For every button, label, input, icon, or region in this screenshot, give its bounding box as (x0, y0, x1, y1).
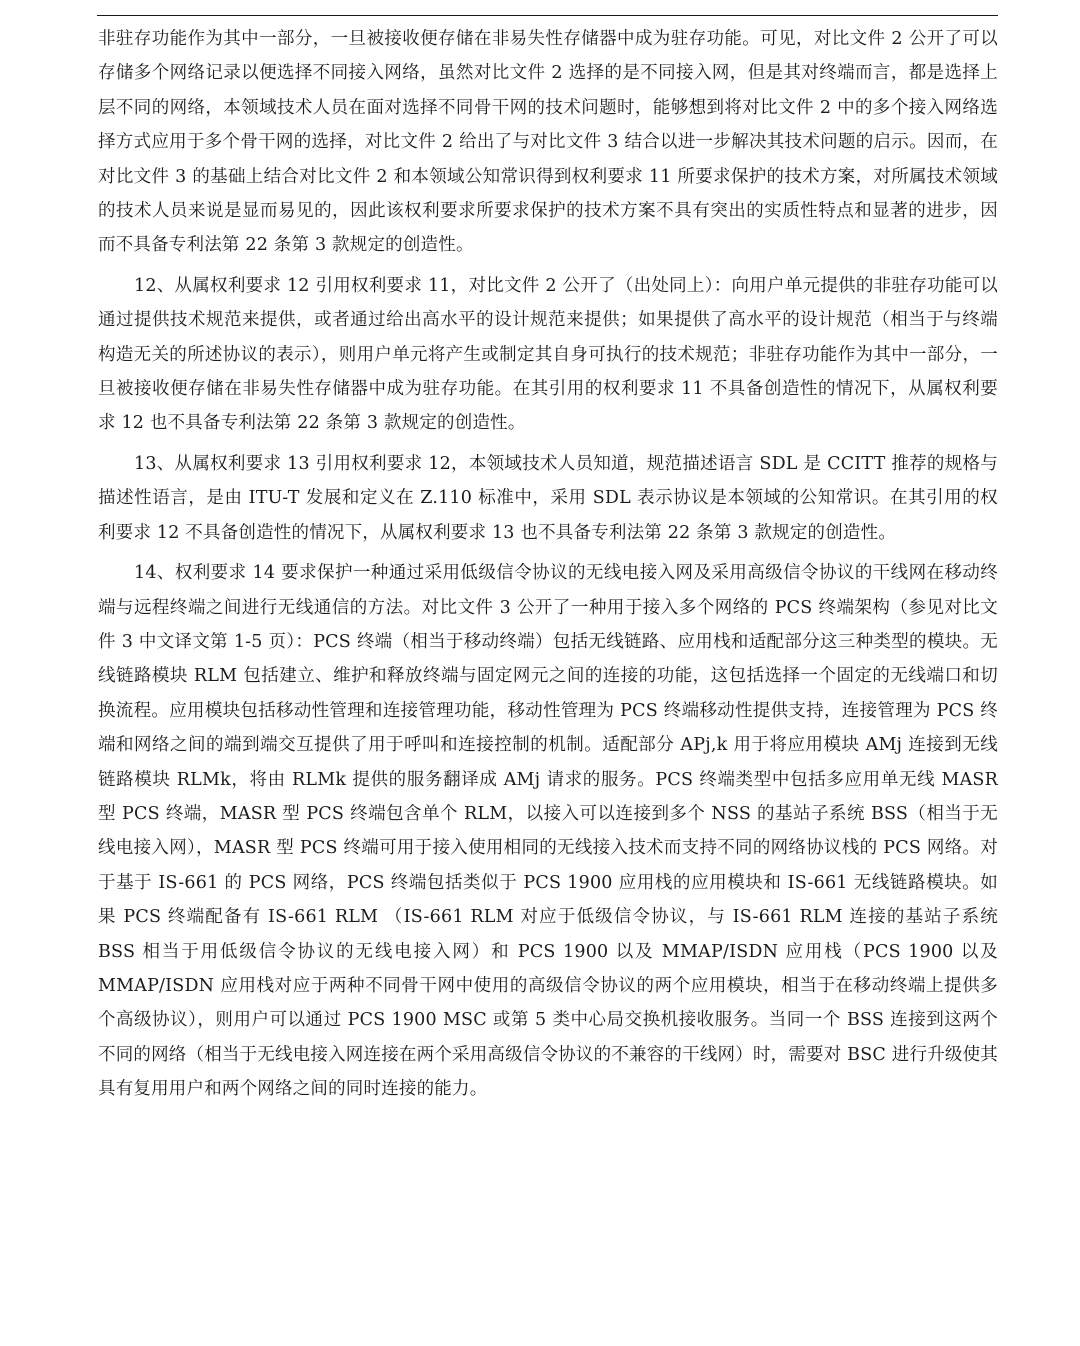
document-body (98, 22, 998, 1113)
header-rule (97, 15, 998, 16)
paragraph-claim-12: 12、从属权利要求 12 引用权利要求 11，对比文件 2 公开了（出处同上）：向用户单元提供的非驻存功能可以通过提供技术规范来提供，或者通过给出高水平的设计规范来提供；如果提供了高水平的设计规范（相当于与终端构造无关的所述协议的表示），则用户单元将产生或制定其自身可执行的技术规范；非驻存功能作为其中一部分，一旦被接收便存储在非易失性存储器中成为驻存功能。在其引用的权利要求 11 不具备创造性的情况下，从属权利要求 12 也不具备专利法第 22 条第 3 款规定的创造性。 (98, 275, 998, 434)
paragraph-continuation: 非驻存功能作为其中一部分，一旦被接收便存储在非易失性存储器中成为驻存功能。可见，对比文件 2 公开了可以存储多个网络记录以便选择不同接入网络，虽然对比文件 2 选择的是不同接入网，但是其对终端而言，都是选择上层不同的网络，本领域技术人员在面对选择不同骨干网的技术问题时，能够想到将对比文件 2 中的多个接入网络选择方式应用于多个骨干网的选择，对比文件 2 给出了与对比文件 3 结合以进一步解决其技术问题的启示。因而，在对比文件 3 的基础上结合对比文件 2 和本领域公知常识得到权利要求 11 所要求保护的技术方案，对所属技术领域的技术人员来说是显而易见的，因此该权利要求所要求保护的技术方案不具有突出的实质性特点和显著的进步，因而不具备专利法第 22 条第 3 款规定的创造性。 (98, 29, 998, 256)
paragraph-claim-14: 14、权利要求 14 要求保护一种通过采用低级信令协议的无线电接入网及采用高级信令协议的干线网在移动终端与远程终端之间进行无线通信的方法。对比文件 3 公开了一种用于接入多个网络的 PCS 终端架构（参见对比文件 3 中文译文第 1-5 页）：PCS 终端（相当于移动终端）包括无线链路、应用栈和适配部分这三种类型的模块。无线链路模块 RLM 包括建立、维护和释放终端与固定网元之间的连接的功能，这包括选择一个固定的无线端口和切换流程。应用模块包括移动性管理和连接管理功能，移动性管理为 PCS 终端移动性提供支持，连接管理为 PCS 终端和网络之间的端到端交互提供了用于呼叫和连接控制的机制。适配部分 APj,k 用于将应用模块 AMj 连接到无线链路模块 RLMk，将由 RLMk 提供的服务翻译成 AMj 请求的服务。PCS 终端类型中包括多应用单无线 MASR 型 PCS 终端，MASR 型 PCS 终端包含单个 RLM，以接入可以连接到多个 NSS 的基站子系统 BSS（相当于无线电接入网），MASR 型 PCS 终端可用于接入使用相同的无线接入技术而支持不同的网络协议栈的 PCS 网络。对于基于 IS-661 的 PCS 网络，PCS 终端包括类似于 PCS 1900 应用栈的应用模块和 IS-661 无线链路模块。如果 PCS 终端配备有 IS-661 RLM （IS-661 RLM 对应于低级信令协议，与 IS-661 RLM 连接的基站子系统 BSS 相当于用低级信令协议的无线电接入网）和 PCS 1900 以及 MMAP/ISDN 应用栈（PCS 1900 以及 MMAP/ISDN 应用栈对应于两种不同骨干网中使用的高级信令协议的两个应用模块，相当于在移动终端上提供多个高级协议），则用户可以通过 PCS 1900 MSC 或第 5 类中心局交换机接收服务。当同一个 BSS 连接到这两个不同的网络（相当于无线电接入网连接在两个采用高级信令协议的不兼容的干线网）时，需要对 BSC 进行升级使其具有复用用户和两个网络之间的同时连接的能力。 (98, 563, 998, 1100)
paragraph-claim-13: 13、从属权利要求 13 引用权利要求 12，本领域技术人员知道，规范描述语言 SDL 是 CCITT 推荐的规格与描述性语言，是由 ITU-T 发展和定义在 Z.110 标准中，采用 SDL 表示协议是本领域的公知常识。在其引用的权利要求 12 不具备创造性的情况下，从属权利要求 13 也不具备专利法第 22 条第 3 款规定的创造性。 (98, 453, 998, 543)
